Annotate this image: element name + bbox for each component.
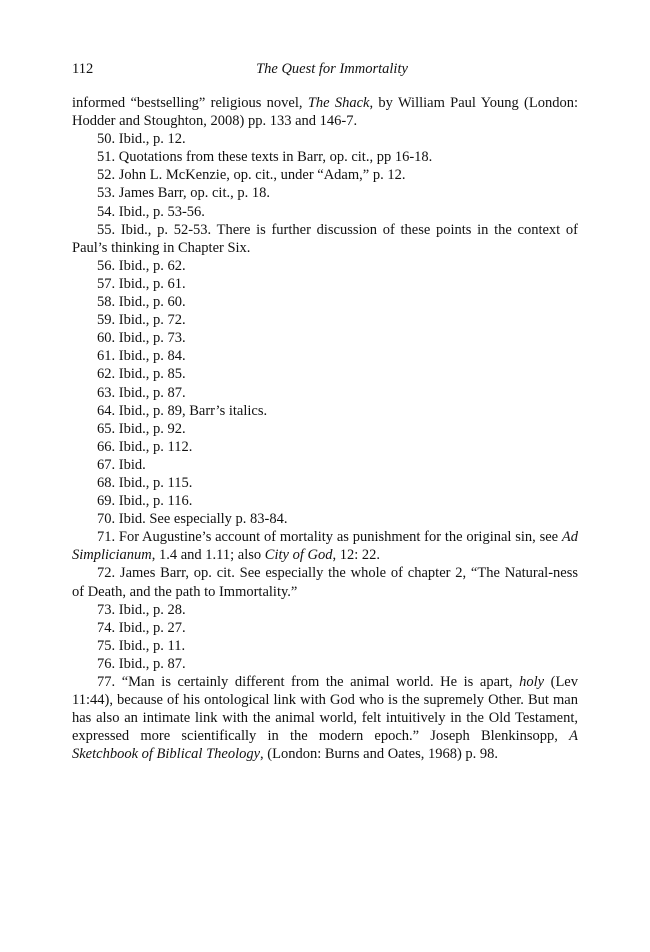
italic-title: Ad Simplicianum [72,529,578,564]
note-text: 50. Ibid., p. 12. [97,131,186,148]
endnote [72,492,578,510]
endnote [72,619,578,637]
endnote [72,293,578,311]
book-page [72,58,578,763]
endnote [72,365,578,383]
note-text: informed “bestselling” religious novel, [72,95,308,111]
endnote [72,130,578,148]
endnote [72,510,578,528]
note-text: 68. Ibid., p. 115. [97,474,193,491]
endnote [72,673,578,763]
endnote [72,329,578,347]
note-text: 63. Ibid., p. 87. [97,384,186,401]
italic-title: holy [519,674,545,690]
note-text: 56. Ibid., p. 62. [97,257,186,274]
note-text: (Lev 11:44), because of his ontological link with God who is the supremely Other. But man has also an intimate link with the animal world, felt intuitively in the Old Testament, expressed more scientifically in the modern epoch.” Joseph Blenkinsopp, [72,674,578,745]
note-text: 65. Ibid., p. 92. [97,420,186,437]
endnote [72,148,578,166]
endnote-continuation [72,94,578,130]
note-text: 60. Ibid., p. 73. [97,330,186,347]
note-text: , 1.4 and 1.11; also [151,547,265,564]
endnotes-list [72,94,578,763]
endnote [72,528,578,564]
note-text: 77. “Man is certainly different from the animal world. He is apart, [97,674,520,690]
endnote [72,655,578,673]
endnote [72,456,578,474]
italic-title: A Sketchbook of Biblical Theology [72,728,578,763]
endnote [72,601,578,619]
note-text: 64. Ibid., p. 89, Barr’s italics. [97,402,268,419]
note-text: 73. Ibid., p. 28. [97,601,186,618]
note-text: 66. Ibid., p. 112. [97,438,193,455]
endnote [72,402,578,420]
endnote [72,438,578,456]
endnote [72,474,578,492]
endnote [72,257,578,275]
note-text: 67. Ibid. [97,456,146,473]
note-text: 72. James Barr, op. cit. See especially the whole of chapter 2, “The Natural-ness of Death, and the path to Immortality.” [72,565,578,600]
italic-title: City of God [264,547,333,564]
running-title: The Quest for Immortality [256,61,408,77]
endnote [72,637,578,655]
note-text: 61. Ibid., p. 84. [97,348,186,365]
italic-title: The Shack [307,95,370,111]
note-text: , (London: Burns and Oates, 1968) p. 98. [260,746,499,763]
note-text: 59. Ibid., p. 72. [97,312,186,329]
endnote [72,221,578,257]
page-header [72,58,578,80]
endnote [72,311,578,329]
note-text: 74. Ibid., p. 27. [97,619,186,636]
note-text: 53. James Barr, op. cit., p. 18. [97,185,270,202]
note-text: , 12: 22. [332,547,380,564]
note-text: 69. Ibid., p. 116. [97,493,193,510]
note-text: 55. Ibid., p. 52-53. There is further discussion of these points in the context of Paul’s thinking in Chapter Six. [72,221,578,256]
note-text: 75. Ibid., p. 11. [97,637,186,654]
endnote [72,564,578,600]
note-text: , by William Paul Young (London: Hodder and Stoughton, 2008) pp. 133 and 146-7. [72,95,578,130]
note-text: 58. Ibid., p. 60. [97,294,186,311]
endnote [72,203,578,221]
note-text: 51. Quotations from these texts in Barr, op. cit., pp 16-18. [97,149,433,166]
note-text: 62. Ibid., p. 85. [97,366,186,383]
endnote [72,420,578,438]
page-number: 112 [72,61,94,77]
endnote [72,275,578,293]
endnote [72,184,578,202]
endnote [72,347,578,365]
note-text: 76. Ibid., p. 87. [97,655,186,672]
note-text: 71. For Augustine’s account of mortality as punishment for the original sin, see [97,529,562,546]
note-text: 54. Ibid., p. 53-56. [97,203,205,220]
note-text: 57. Ibid., p. 61. [97,275,186,292]
note-text: 70. Ibid. See especially p. 83-84. [97,511,288,528]
note-text: 52. John L. McKenzie, op. cit., under “Adam,” p. 12. [97,167,406,184]
endnote [72,384,578,402]
endnote [72,166,578,184]
